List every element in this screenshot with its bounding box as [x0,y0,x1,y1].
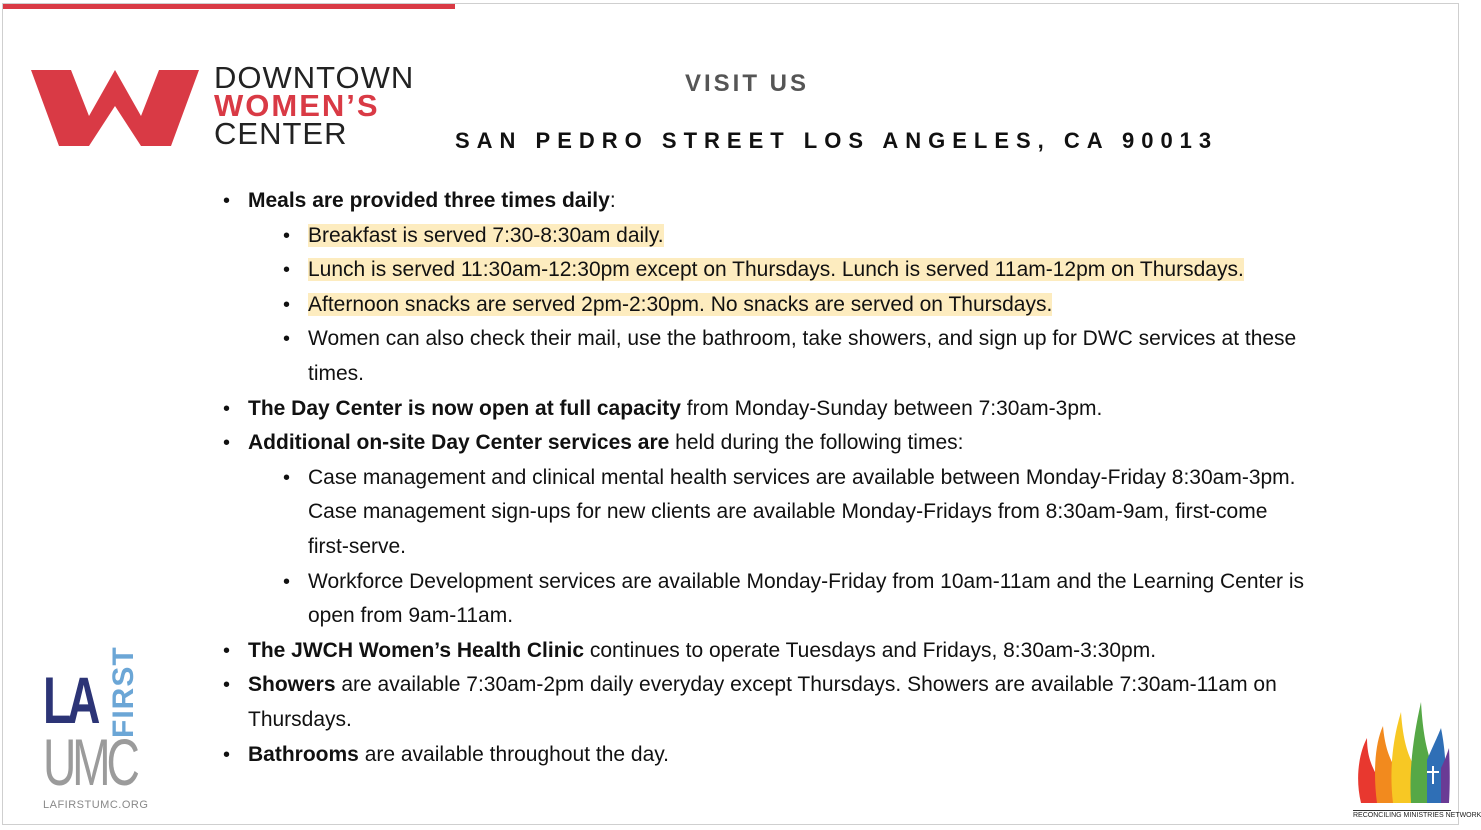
list-item-bathrooms [221,738,1311,773]
clinic-rest: continues to operate Tuesdays and Fridays, 8:30am-3:30pm. [584,638,1157,662]
workforce-text: Workforce Development services are available Monday-Friday from 10am-11am and the Learning Center is open from 9am-11am. [308,569,1305,628]
list-item-snacks [248,288,1311,323]
meals-rest: : [609,189,616,212]
list-item-breakfast [248,219,1311,254]
org-name-line3: CENTER [214,116,348,151]
slide [2,3,1481,825]
top-accent-bar [3,4,455,9]
dwc-w-logo-icon [31,66,199,150]
org-name [214,60,415,151]
case-management-text: Case management and clinical mental health services are available between Monday-Friday 8:30am-3pm. Case management sign-ups for new clients are available Monday-Fridays from 8:30am-9am, first-come first-serve. [308,465,1296,558]
list-item-lunch [248,253,1311,288]
la-first-umc-logo [43,646,153,824]
showers-rest: are available 7:30am-2pm daily everyday except Thursdays. Showers are available 7:30am-11am on Thursdays. [248,673,1277,731]
list-item-workforce [248,565,1311,634]
day-center-bold: The Day Center is now open at full capacity [248,396,681,420]
list-item-meals [221,184,1311,392]
address: SAN PEDRO STREET LOS ANGELES, CA 90013 [455,128,1219,153]
clinic-bold: The JWCH Women’s Health Clinic [248,638,585,662]
additional-rest: held during the following times: [669,431,964,455]
flame-cross-icon [1353,698,1451,808]
visit-us-heading: VISIT US [685,70,810,97]
lunch-text: Lunch is served 11:30am-12:30pm except on Thursdays. Lunch is served 11am-12pm on Thursdays. [308,258,1244,282]
list-item-additional [221,426,1311,634]
la-logo-text: LA [43,663,97,737]
breakfast-text: Breakfast is served 7:30-8:30am daily. [308,223,664,247]
day-center-rest: from Monday-Sunday between 7:30am-3pm. [680,396,1103,420]
meals-bold: Meals are provided three times daily [248,189,610,212]
list-item-mail [248,322,1311,391]
list-item-day-center [221,392,1311,427]
mail-text: Women can also check their mail, use the bathroom, take showers, and sign up for DWC services at these times. [308,327,1297,385]
org-name-line1: DOWNTOWN [214,60,415,95]
bathrooms-rest: are available throughout the day. [358,742,670,766]
rmn-label: RECONCILING MINISTRIES NETWORK [1353,812,1481,819]
additional-bold: Additional on-site Day Center services are [248,431,670,455]
showers-bold: Showers [248,673,336,697]
bathrooms-bold: Bathrooms [248,742,359,766]
snacks-text: Afternoon snacks are served 2pm-2:30pm. No snacks are served on Thursdays. [308,292,1053,316]
services-list [221,184,1311,772]
list-item-showers [221,668,1311,737]
la-first-url: LAFIRSTUMC.ORG [43,799,149,811]
org-name-line2: WOMEN’S [214,88,380,123]
first-logo-text: FIRST [107,646,140,738]
umc-logo-text: UMC [43,725,136,799]
list-item-case-management [248,461,1311,565]
list-item-clinic [221,634,1311,669]
reconciling-ministries-logo [1353,698,1481,822]
